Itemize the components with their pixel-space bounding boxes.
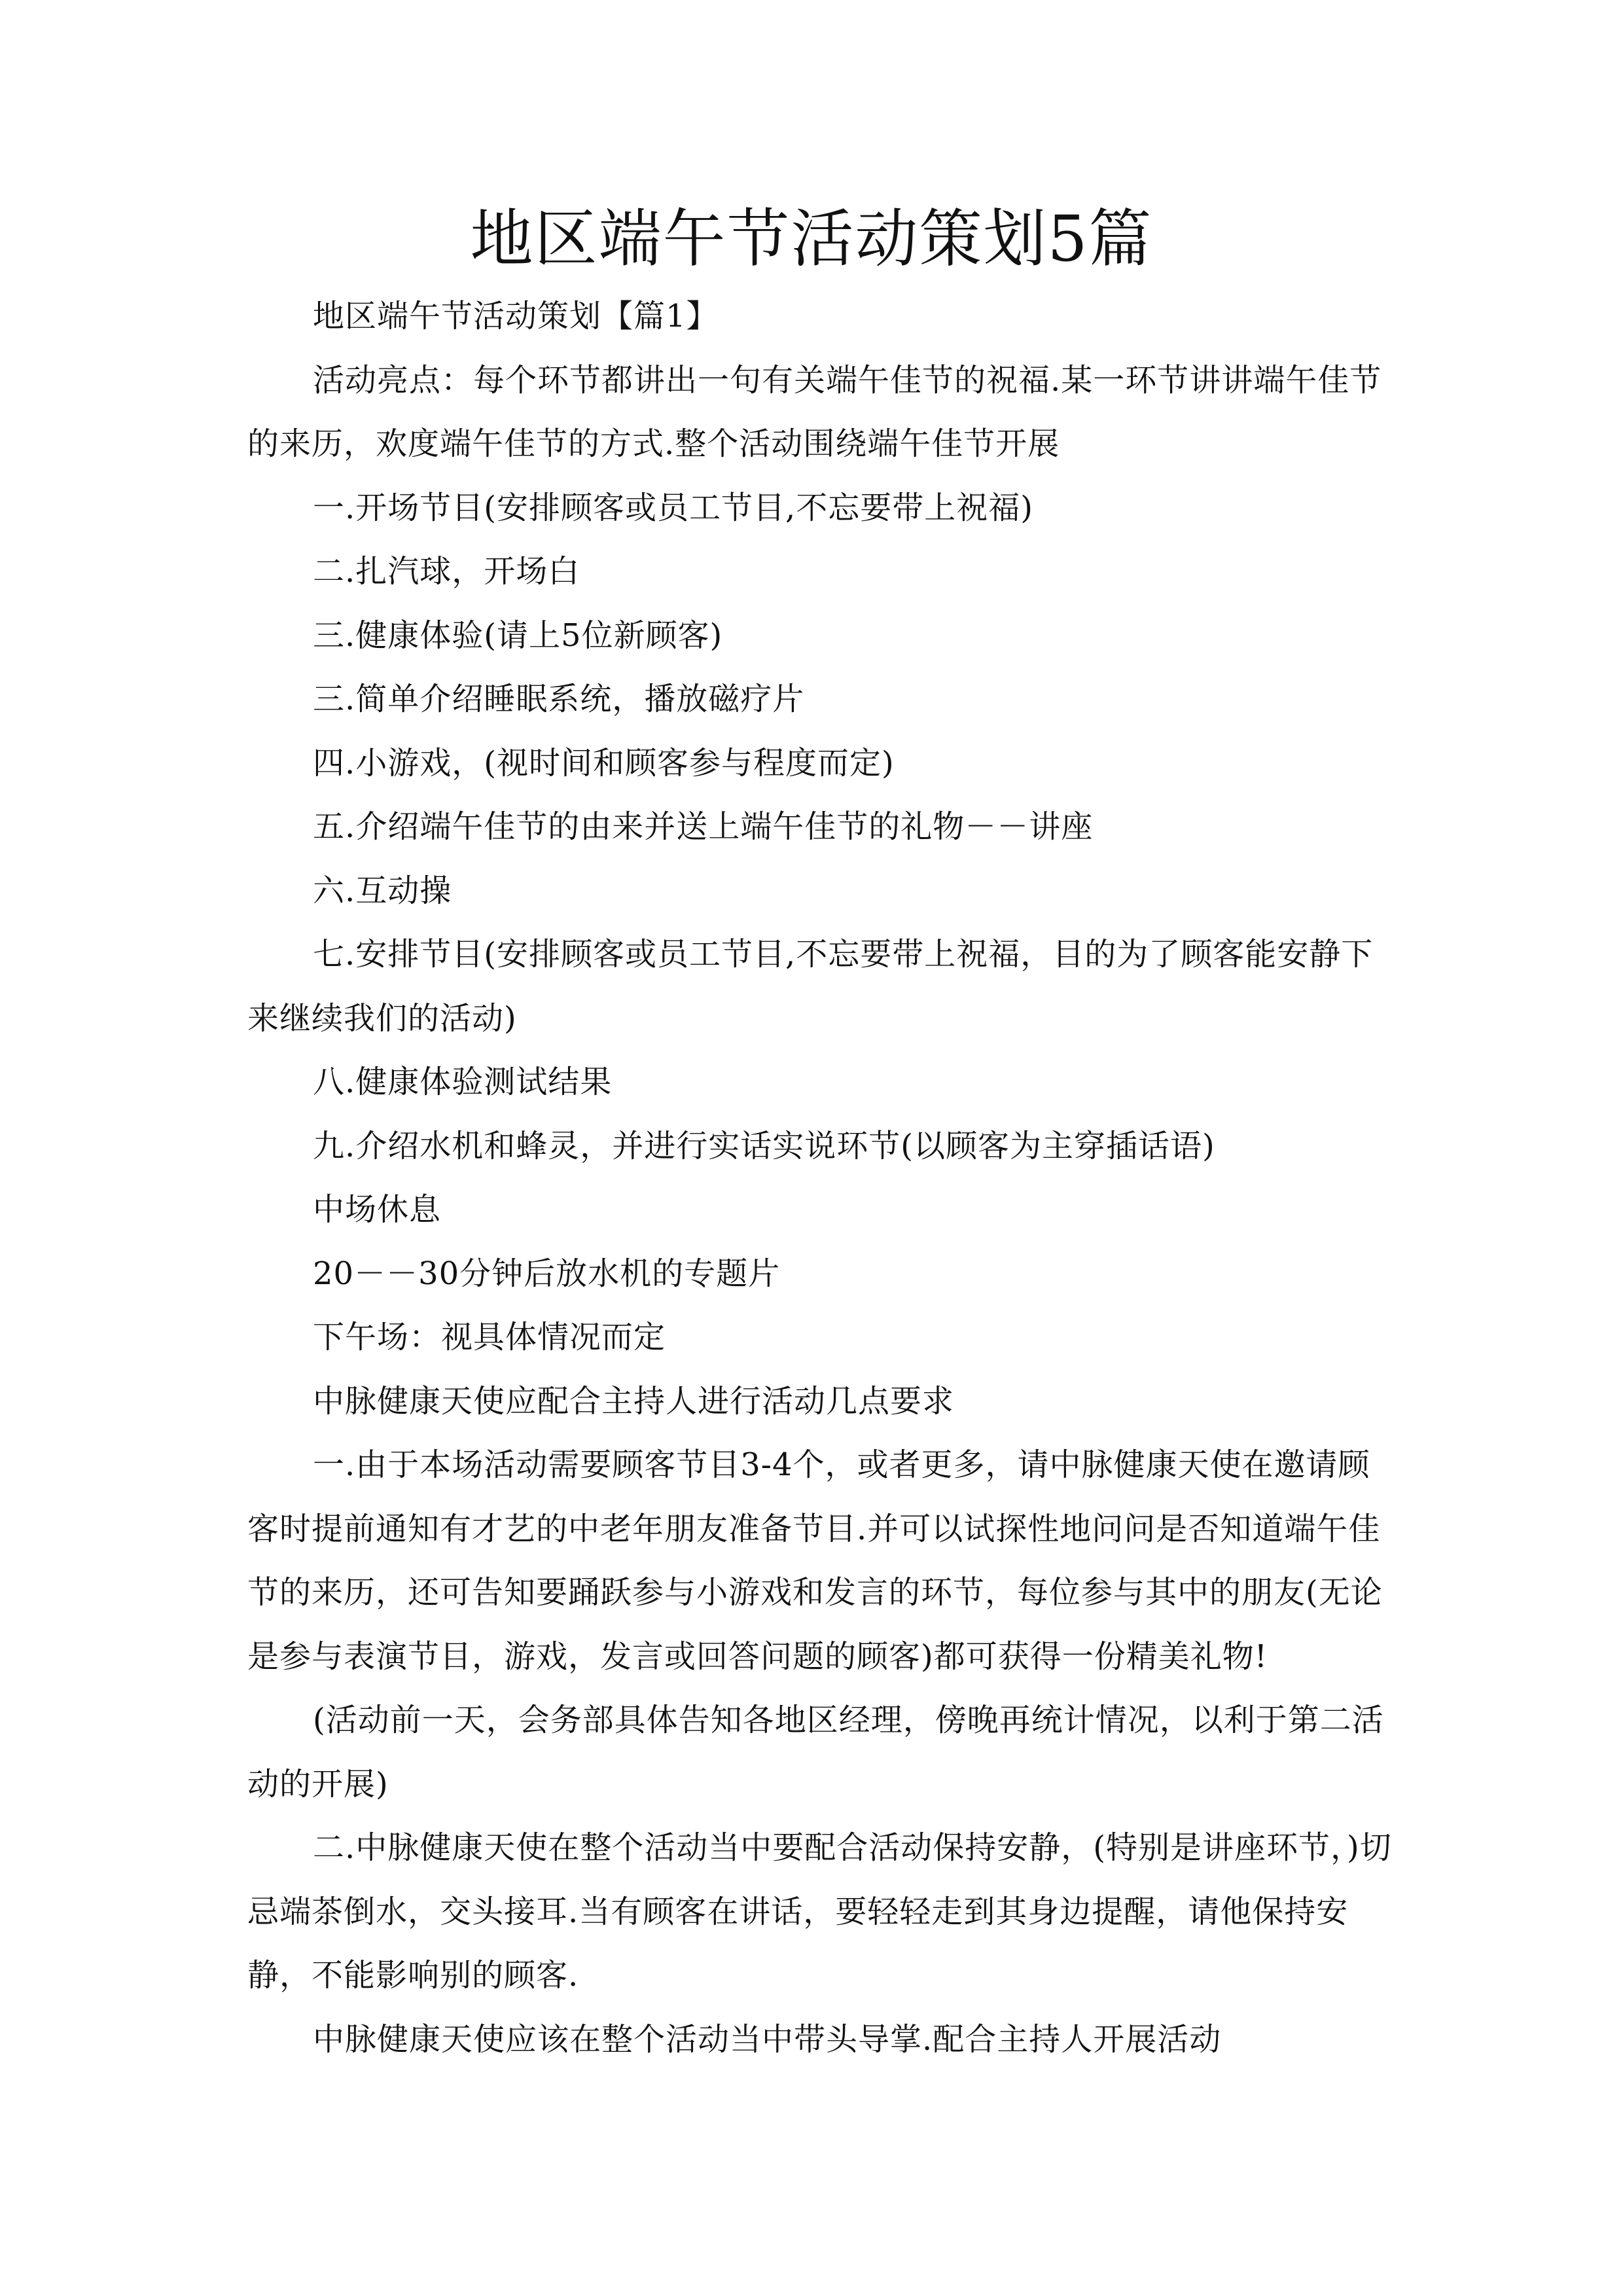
paragraph-14: 20－－30分钟后放水机的专题片: [313, 1255, 781, 1292]
document-body: [247, 285, 1399, 2072]
paragraph-10: 七.安排节目(安排顾客或员工节目,不忘要带上祝福，目的为了顾客能安静下来继续我们的活动): [247, 936, 1374, 1037]
paragraph-7: 四.小游戏，(视时间和顾客参与程度而定): [313, 744, 895, 781]
paragraph-19: 二.中脉健康天使在整个活动当中要配合活动保持安静，(特别是讲座环节，)切忌端茶倒水，交头接耳.当有顾客在讲话，要轻轻走到其身边提醒，请他保持安静，不能影响别的顾客.: [247, 1829, 1392, 1994]
paragraph-5: 三.健康体验(请上5位新顾客): [313, 617, 723, 654]
paragraph-17: 一.由于本场活动需要顾客节目3-4个，或者更多，请中脉健康天使在邀请顾客时提前通知有才艺的中老年朋友准备节目.并可以试探性地问问是否知道端午佳节的来历，还可告知要踊跃参与小游戏和发言的环节，每位参与其中的朋友(无论是参与表演节目，游戏，发言或回答问题的顾客)都可获得一份精美礼物!: [247, 1446, 1383, 1675]
paragraph-13: 中场休息: [313, 1191, 442, 1228]
paragraph-9: 六.互动操: [313, 872, 452, 909]
paragraph-20: 中脉健康天使应该在整个活动当中带头导掌.配合主持人开展活动: [313, 2020, 1222, 2058]
paragraph-8: 五.介绍端午佳节的由来并送上端午佳节的礼物－－讲座: [313, 808, 1094, 845]
paragraph-6: 三.简单介绍睡眠系统，播放磁疗片: [313, 681, 805, 717]
paragraph-11: 八.健康体验测试结果: [313, 1064, 613, 1100]
paragraph-18: (活动前一天，会务部具体告知各地区经理，傍晚再统计情况，以利于第二活动的开展): [247, 1702, 1384, 1803]
paragraph-2: 活动亮点：每个环节都讲出一句有关端午佳节的祝福.某一环节讲讲端午佳节的来历，欢度端午佳节的方式.整个活动围绕端午佳节开展: [247, 361, 1382, 462]
paragraph-12: 九.介绍水机和蜂灵，并进行实话实说环节(以顾客为主穿插话语): [313, 1127, 1215, 1164]
paragraph-1: 地区端午节活动策划【篇1】: [313, 298, 719, 334]
paragraph-4: 二.扎汽球，开场白: [313, 553, 580, 590]
document-title: 地区端午节活动策划5篇: [470, 202, 1153, 276]
paragraph-3: 一.开场节目(安排顾客或员工节目,不忘要带上祝福): [313, 489, 1033, 526]
paragraph-16: 中脉健康天使应配合主持人进行活动几点要求: [313, 1382, 955, 1420]
paragraph-15: 下午场：视具体情况而定: [313, 1319, 666, 1355]
